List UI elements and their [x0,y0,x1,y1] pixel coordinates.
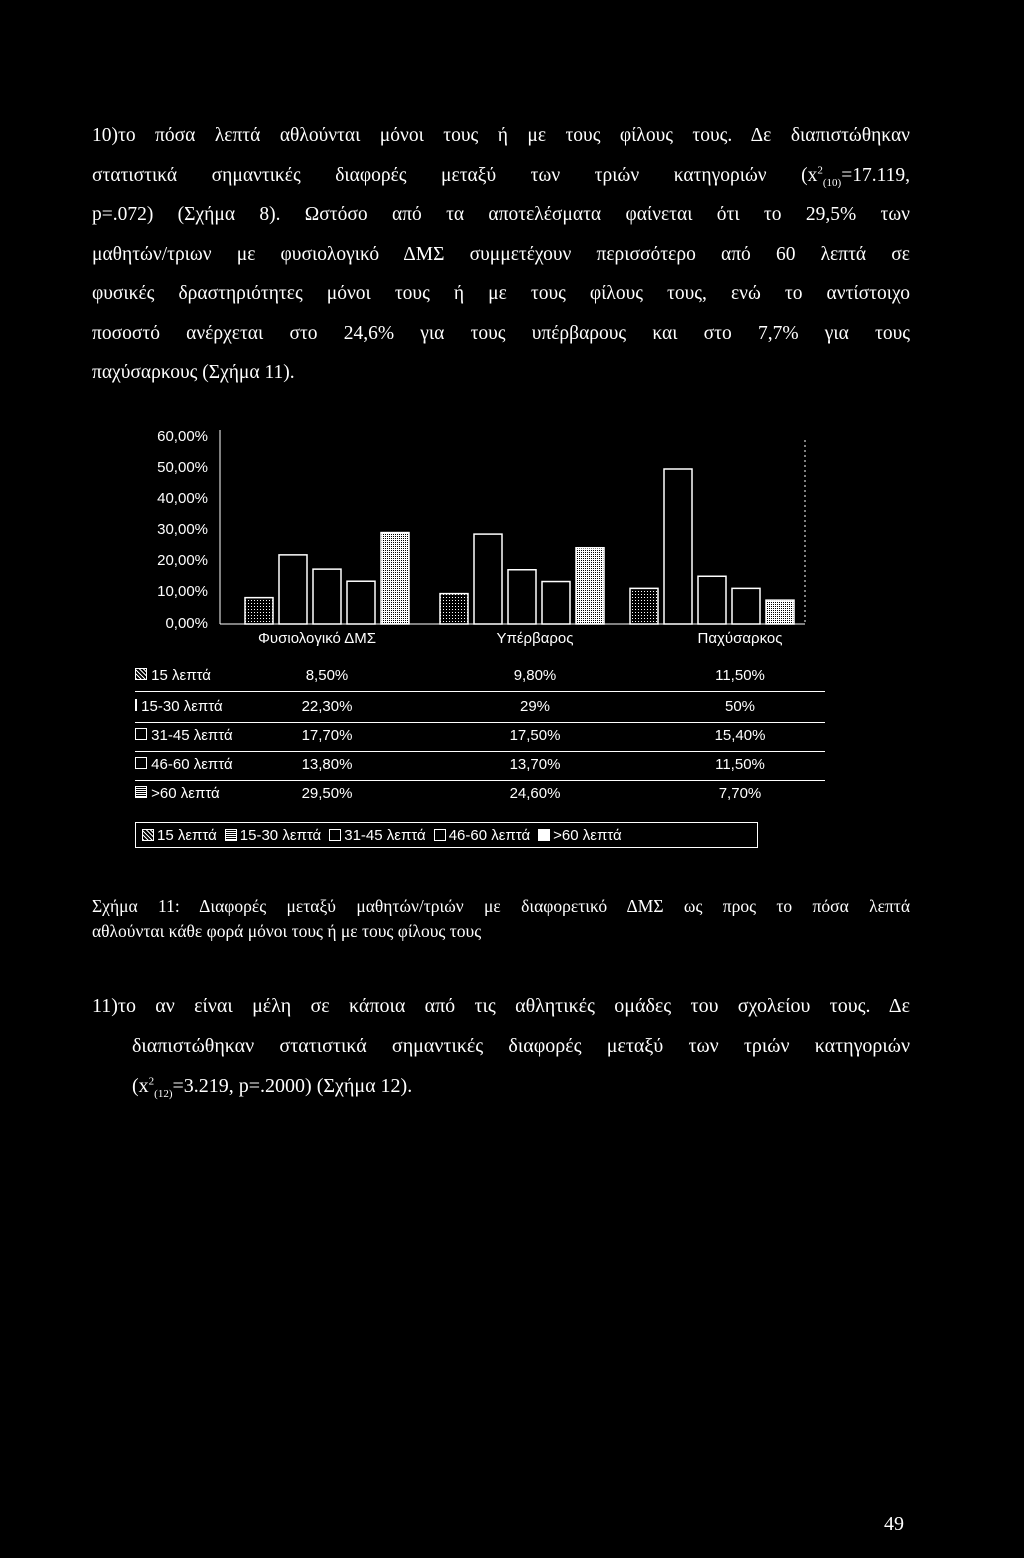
caption-line: αθλούνται κάθε φορά μόνοι τους ή με τους φίλους τους [92,921,482,941]
bar [698,576,726,624]
bar [347,581,375,624]
table-cell: 50% [724,698,756,715]
table-cell: 7,70% [718,785,762,802]
table-row-label [135,756,233,773]
y-tick-label: 50,00% [157,459,208,476]
legend-label: 15-30 λεπτά [239,826,322,844]
bar [576,548,604,624]
table-row [135,783,825,809]
paragraph-1-line: παχύσαρκους (Σχήμα 11). [92,362,295,383]
bar [440,594,468,624]
y-tick-label: 10,00% [157,583,208,600]
bar [381,533,409,624]
empty-swatch-icon [135,728,147,740]
bar [508,570,536,624]
legend-item [142,827,217,844]
table-row-label [135,785,220,802]
caption-line: Σχήμα 11: Διαφορές μεταξύ μαθητών/τριών με διαφορετικό ΔΜΣ ως προς το πόσα λεπτά [92,896,910,916]
figure-caption [92,894,910,944]
pattern-swatch-icon [135,668,147,680]
table-cell: 17,50% [509,727,561,744]
bar [664,469,692,624]
line-swatch-icon [135,699,137,711]
paragraph-2-line [92,1066,910,1106]
table-cell: 9,80% [513,667,557,684]
legend-item [329,827,425,844]
table-cell: 15,40% [714,727,766,744]
table-row-label [135,667,211,684]
superscript: 2 [817,164,823,176]
y-tick-label: 0,00% [165,615,208,632]
paragraph-1-line: ποσοστό ανέρχεται στο 24,6% για τους υπέρβαρους και στο 7,7% για τους [92,322,910,344]
row-label-text: 46-60 λεπτά [151,756,233,773]
category-label: Παχύσαρκος [697,630,783,647]
category-label: Φυσιολογικό ΔΜΣ [257,630,377,647]
text-fragment: στατιστικά σημαντικές διαφορές μεταξύ των τριών κατηγοριών (x [92,164,818,186]
empty-swatch-icon [434,829,446,841]
text-fragment: =17.119, [841,164,910,186]
legend-item [538,827,622,844]
paragraph-1-line: φυσικές δραστηριότητες μόνοι τους ή με τους φίλους τους, ενώ το αντίστοιχο [92,283,910,304]
empty-swatch-icon [329,829,341,841]
paragraph-1-line: p=.072) (Σχήμα 8). Ωστόσο από τα αποτελέσματα φαίνεται ότι το 29,5% των [92,204,910,225]
superscript: 2 [148,1075,155,1088]
figure-11-chart [125,420,825,860]
table-row-label [135,727,233,744]
y-tick-label: 60,00% [157,428,208,445]
table-cell: 11,50% [715,667,765,684]
legend-item [225,827,321,844]
legend-item [434,827,530,844]
table-row [135,725,825,752]
bar [313,569,341,624]
table-cell: 24,60% [509,785,561,802]
bar [732,588,760,624]
chart-legend [135,822,758,848]
table-cell: 11,50% [715,756,765,773]
dense-swatch-icon [225,829,237,841]
row-label-text: 15-30 λεπτά [141,698,223,715]
subscript: (10) [822,176,842,189]
legend-label: 31-45 λεπτά [344,826,426,844]
table-row [135,696,825,723]
empty-swatch-icon [135,757,147,769]
solid-swatch-icon [538,829,550,841]
y-tick-label: 20,00% [157,552,208,569]
table-row [135,754,825,781]
table-cell: 17,70% [301,727,353,744]
table-row-label [135,698,223,715]
text-fragment: =3.219, p=.2000) (Σχήμα 12). [172,1075,413,1097]
category-label: Υπέρβαρος [496,630,574,647]
subscript: (12) [154,1088,173,1100]
legend-label: 46-60 λεπτά [448,826,531,844]
y-tick-label: 40,00% [157,490,208,507]
table-cell: 29% [519,698,551,715]
table-cell: 29,50% [301,785,353,802]
bar [766,600,794,624]
text-fragment: (x [132,1075,149,1097]
bar [245,598,273,624]
table-cell: 8,50% [305,667,349,684]
bar [279,555,307,624]
paragraph-1-line [92,156,910,196]
dense-swatch-icon [135,786,147,798]
row-label-text: 15 λεπτά [151,667,211,684]
table-row [135,665,825,692]
paragraph-2 [92,986,910,1106]
page-number: 49 [884,1513,904,1535]
row-label-text: >60 λεπτά [151,785,220,802]
paragraph-2-line: διαπιστώθηκαν στατιστικά σημαντικές διαφορές μεταξύ των τριών κατηγοριών [132,1035,910,1057]
paragraph-2-line: 11)το αν είναι μέλη σε κάποια από τις αθλητικές ομάδες του σχολείου τους. Δε [92,995,910,1017]
pattern-swatch-icon [142,829,154,841]
paragraph-1-line: μαθητών/τριων με φυσιολογικό ΔΜΣ συμμετέχουν περισσότερο από 60 λεπτά σε [92,243,910,265]
bar [542,582,570,624]
paragraph-1-line: 10)το πόσα λεπτά αθλούνται μόνοι τους ή με τους φίλους τους. Δε διαπιστώθηκαν [92,125,910,146]
bar [474,534,502,624]
bar [630,588,658,624]
legend-label: 15 λεπτά [157,826,217,844]
paragraph-1 [92,116,910,393]
table-cell: 22,30% [301,698,353,715]
y-tick-label: 30,00% [157,521,208,538]
table-cell: 13,80% [301,756,353,773]
row-label-text: 31-45 λεπτά [151,727,233,744]
legend-label: >60 λεπτά [553,826,622,844]
table-cell: 13,70% [509,756,561,773]
